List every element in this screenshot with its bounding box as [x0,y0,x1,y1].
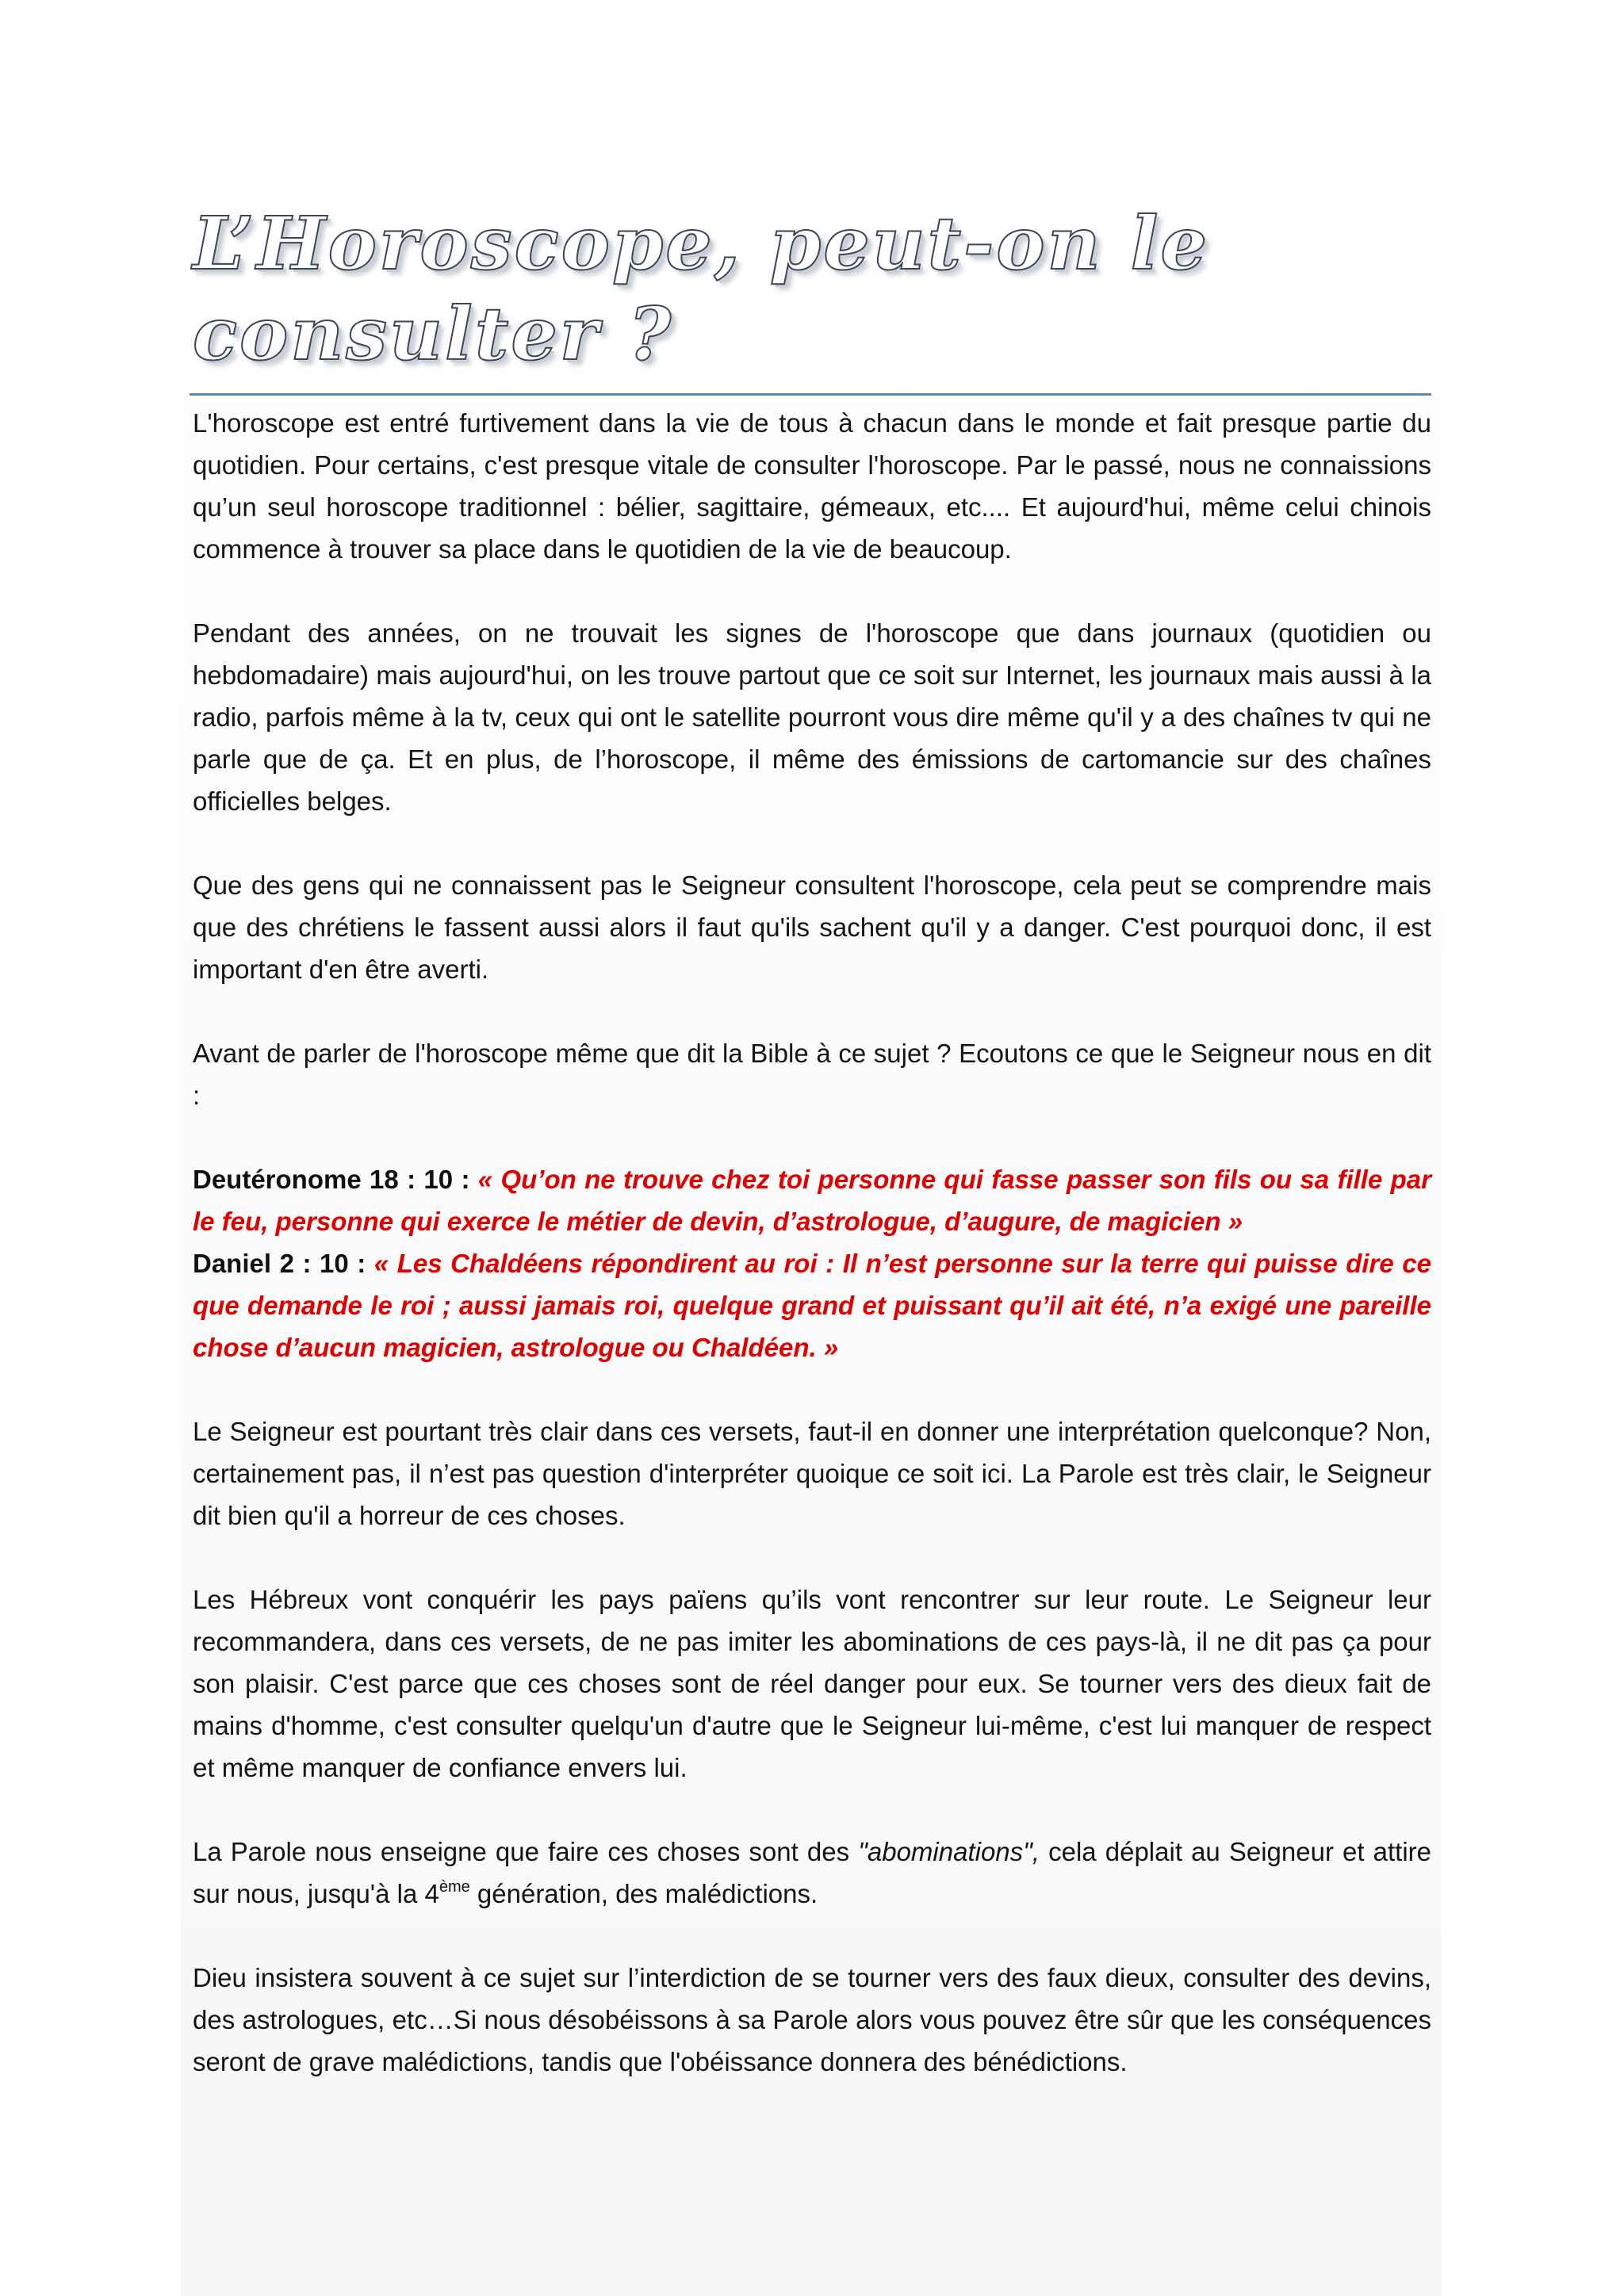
paragraph-bible-intro: Avant de parler de l'horoscope même que dit la Bible à ce sujet ? Ecoutons ce que le Seigneur nous en dit : [193,1039,1431,1110]
title-underline [190,393,1431,396]
verse-reference: Deutéronome 18 : 10 : [193,1165,470,1194]
paragraph-clear: Le Seigneur est pourtant très clair dans ces versets, faut-il en donner une interprétation quelconque? Non, certainement pas, il n’est pas question d'interpréter quoique ce soit ici. La Parole est très clair, le Seigneur dit bien qu'il a horreur de ces choses. [193,1417,1431,1530]
paragraph-text: génération, des malédictions. [469,1879,818,1908]
page-title: L’Horoscope, peut-on le consulter ? [193,201,1210,377]
verse-quote: « Qu’on ne trouve chez toi personne qui fasse passer son fils ou sa fille par le feu, personne qui exerce le métier de devin, d’astrologue, d’augure, de magicien » [193,1165,1431,1236]
paragraph-intro: L'horoscope est entré furtivement dans la vie de tous à chacun dans le monde et fait presque partie du quotidien. Pour certains, c'est presque vitale de consulter l'horoscope. Par le passé, nous ne connaissions qu’un seul horoscope traditionnel : bélier, sagittaire, gémeaux, etc.... Et aujourd'hui, même celui chinois commence à trouver sa place dans le quotidien de la vie de beaucoup. [193,408,1431,564]
ordinal-superscript: ème [439,1878,470,1896]
verse-quote: « Les Chaldéens répondirent au roi : Il n’est personne sur la terre qui puisse dire ce que demande le roi ; aussi jamais roi, quelque grand et puissant qu’il ait été, n’a exigé une pareille chose d’aucun magicien, astrologue ou Chaldéen. » [193,1249,1431,1362]
paragraph-christians: Que des gens qui ne connaissent pas le Seigneur consultent l'horoscope, cela peut se comprendre mais que des chrétiens le fassent aussi alors il faut qu'ils sachent qu'il y a danger. C'est pourquoi donc, il est important d'en être averti. [193,871,1431,984]
paragraph-text: La Parole nous enseigne que faire ces choses sont des [193,1837,859,1866]
document-body [193,198,1431,2125]
paragraph-italic-text: "abominations", [858,1837,1040,1866]
paragraph-hebrews: Les Hébreux vont conquérir les pays païens qu’ils vont rencontrer sur leur route. Le Seigneur leur recommandera, dans ces versets, de ne pas imiter les abominations de ces pays-là, il ne dit pas ça pour son plaisir. C'est parce que ces choses sont de réel danger pour eux. Se tourner vers des dieux fait de mains d'homme, c'est consulter quelqu'un d'autre que le Seigneur lui-même, c'est lui manquer de respect et même manquer de confiance envers lui. [193,1585,1431,1782]
paragraph-conclusion: Dieu insistera souvent à ce sujet sur l’interdiction de se tourner vers des faux dieux, consulter des devins, des astrologues, etc…Si nous désobéissons à sa Parole alors vous pouvez être sûr que les conséquences seront de grave malédictions, tandis que l'obéissance donnera des bénédictions. [193,1963,1431,2076]
verses-block [193,1158,1431,1368]
paragraph-text: cela déplait au Seigneur et attire sur nous, jusqu'à la 4 [193,1837,1431,1908]
verse-reference: Daniel 2 : 10 : [193,1249,366,1278]
paragraph-abominations [193,1831,1431,1915]
paragraph-media: Pendant des années, on ne trouvait les signes de l'horoscope que dans journaux (quotidien ou hebdomadaire) mais aujourd'hui, on les trouve partout que ce soit sur Internet, les journaux mais aussi à la radio, parfois même à la tv, ceux qui ont le satellite pourront vous dire même qu'il y a des chaînes tv qui ne parle que de ça. Et en plus, de l’horoscope, il même des émissions de cartomancie sur des chaînes officielles belges. [193,618,1431,816]
